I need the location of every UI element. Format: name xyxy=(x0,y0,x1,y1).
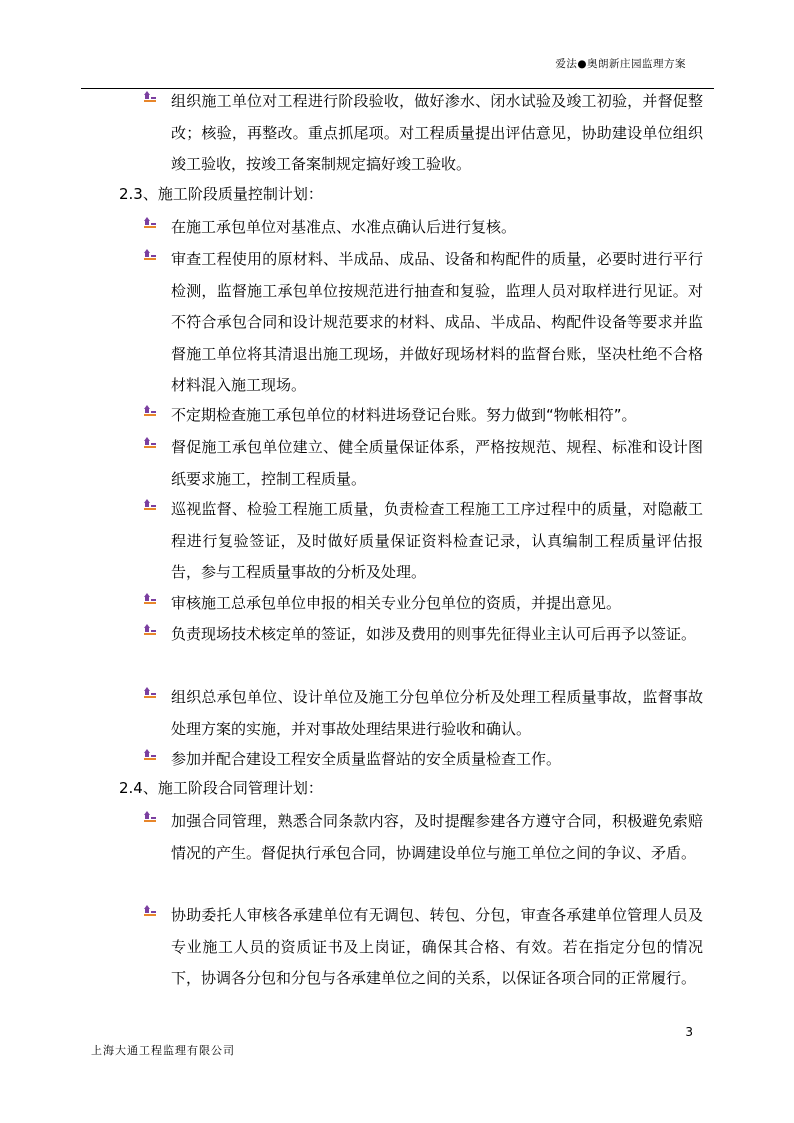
list-item-text: 审核施工总承包单位申报的相关专业分包单位的资质，并提出意见。 xyxy=(171,594,622,612)
list-item-text: 巡视监督、检验工程施工质量，负责检查工程施工工序过程中的质量，对隐蔽工程进行复验签证，及时做好质量保证资料检查记录，认真编制工程质量评估报告，参与工程质量事故的分析及处理。 xyxy=(171,500,703,581)
footer-company-name: 上海大通工程监理有限公司 xyxy=(91,1044,235,1057)
arrow-bullet-icon xyxy=(143,435,157,449)
arrow-bullet-icon xyxy=(143,809,157,823)
list-item-text: 负责现场技术核定单的签证，如涉及费用的则事先征得业主认可后再予以签证。 xyxy=(171,625,697,643)
list-item-text: 组织施工单位对工程进行阶段验收，做好渗水、闭水试验及竣工初验，并督促整改；核验，再整改。重点抓尾项。对工程质量提出评估意见，协助建设单位组织竣工验收，按竣工备案制规定搞好竣工验收。 xyxy=(171,92,703,173)
header-title: 爱法●奥朗新庄园监理方案 xyxy=(555,58,686,70)
list-item-text: 在施工承包单位对基准点、水准点确认后进行复核。 xyxy=(171,218,517,236)
list-item-text: 协助委托人审核各承建单位有无调包、转包、分包，审查各承建单位管理人员及专业施工人员的资质证书及上岗证，确保其合格、有效。若在指定分包的情况下，协调各分包和分包与各承建单位之间的关系，以保证各项合同的正常履行。 xyxy=(171,906,703,987)
list-item-text: 组织总承包单位、设计单位及施工分包单位分析及处理工程质量事故，监督事故处理方案的实施，并对事故处理结果进行验收和确认。 xyxy=(171,688,703,738)
arrow-bullet-icon xyxy=(143,497,157,511)
list-item-text: 参加并配合建设工程安全质量监督站的安全质量检查工作。 xyxy=(171,750,562,768)
list-item-text: 审查工程使用的原材料、半成品、成品、设备和构配件的质量，必要时进行平行检测，监督施工承包单位按规范进行抽查和复验，监理人员对取样进行见证。对不符合承包合同和设计规范要求的材料、成品、半成品、构配件设备等要求并监督施工单位将其清退出施工现场，并做好现场材料的监督台账，坚决杜绝不合格材料混入施工现场。 xyxy=(171,250,703,394)
arrow-bullet-icon xyxy=(143,403,157,417)
section-heading: 2.3、施工阶段质量控制计划： xyxy=(119,185,323,203)
arrow-bullet-icon xyxy=(143,215,157,229)
arrow-bullet-icon xyxy=(143,903,157,917)
section-heading: 2.4、施工阶段合同管理计划： xyxy=(119,779,323,797)
list-item-text: 加强合同管理，熟悉合同条款内容，及时提醒参建各方遵守合同，积极避免索赔情况的产生。督促执行承包合同，协调建设单位与施工单位之间的争议、矛盾。 xyxy=(171,812,703,862)
arrow-bullet-icon xyxy=(143,89,157,103)
page-number: 3 xyxy=(685,1025,693,1039)
arrow-bullet-icon xyxy=(143,685,157,699)
arrow-bullet-icon xyxy=(143,247,157,261)
arrow-bullet-icon xyxy=(143,622,157,636)
arrow-bullet-icon xyxy=(143,747,157,761)
arrow-bullet-icon xyxy=(143,591,157,605)
list-item-text: 不定期检查施工承包单位的材料进场登记台账。努力做到“物帐相符”。 xyxy=(171,406,637,424)
list-item-text: 督促施工承包单位建立、健全质量保证体系，严格按规范、规程、标准和设计图纸要求施工，控制工程质量。 xyxy=(171,438,703,488)
